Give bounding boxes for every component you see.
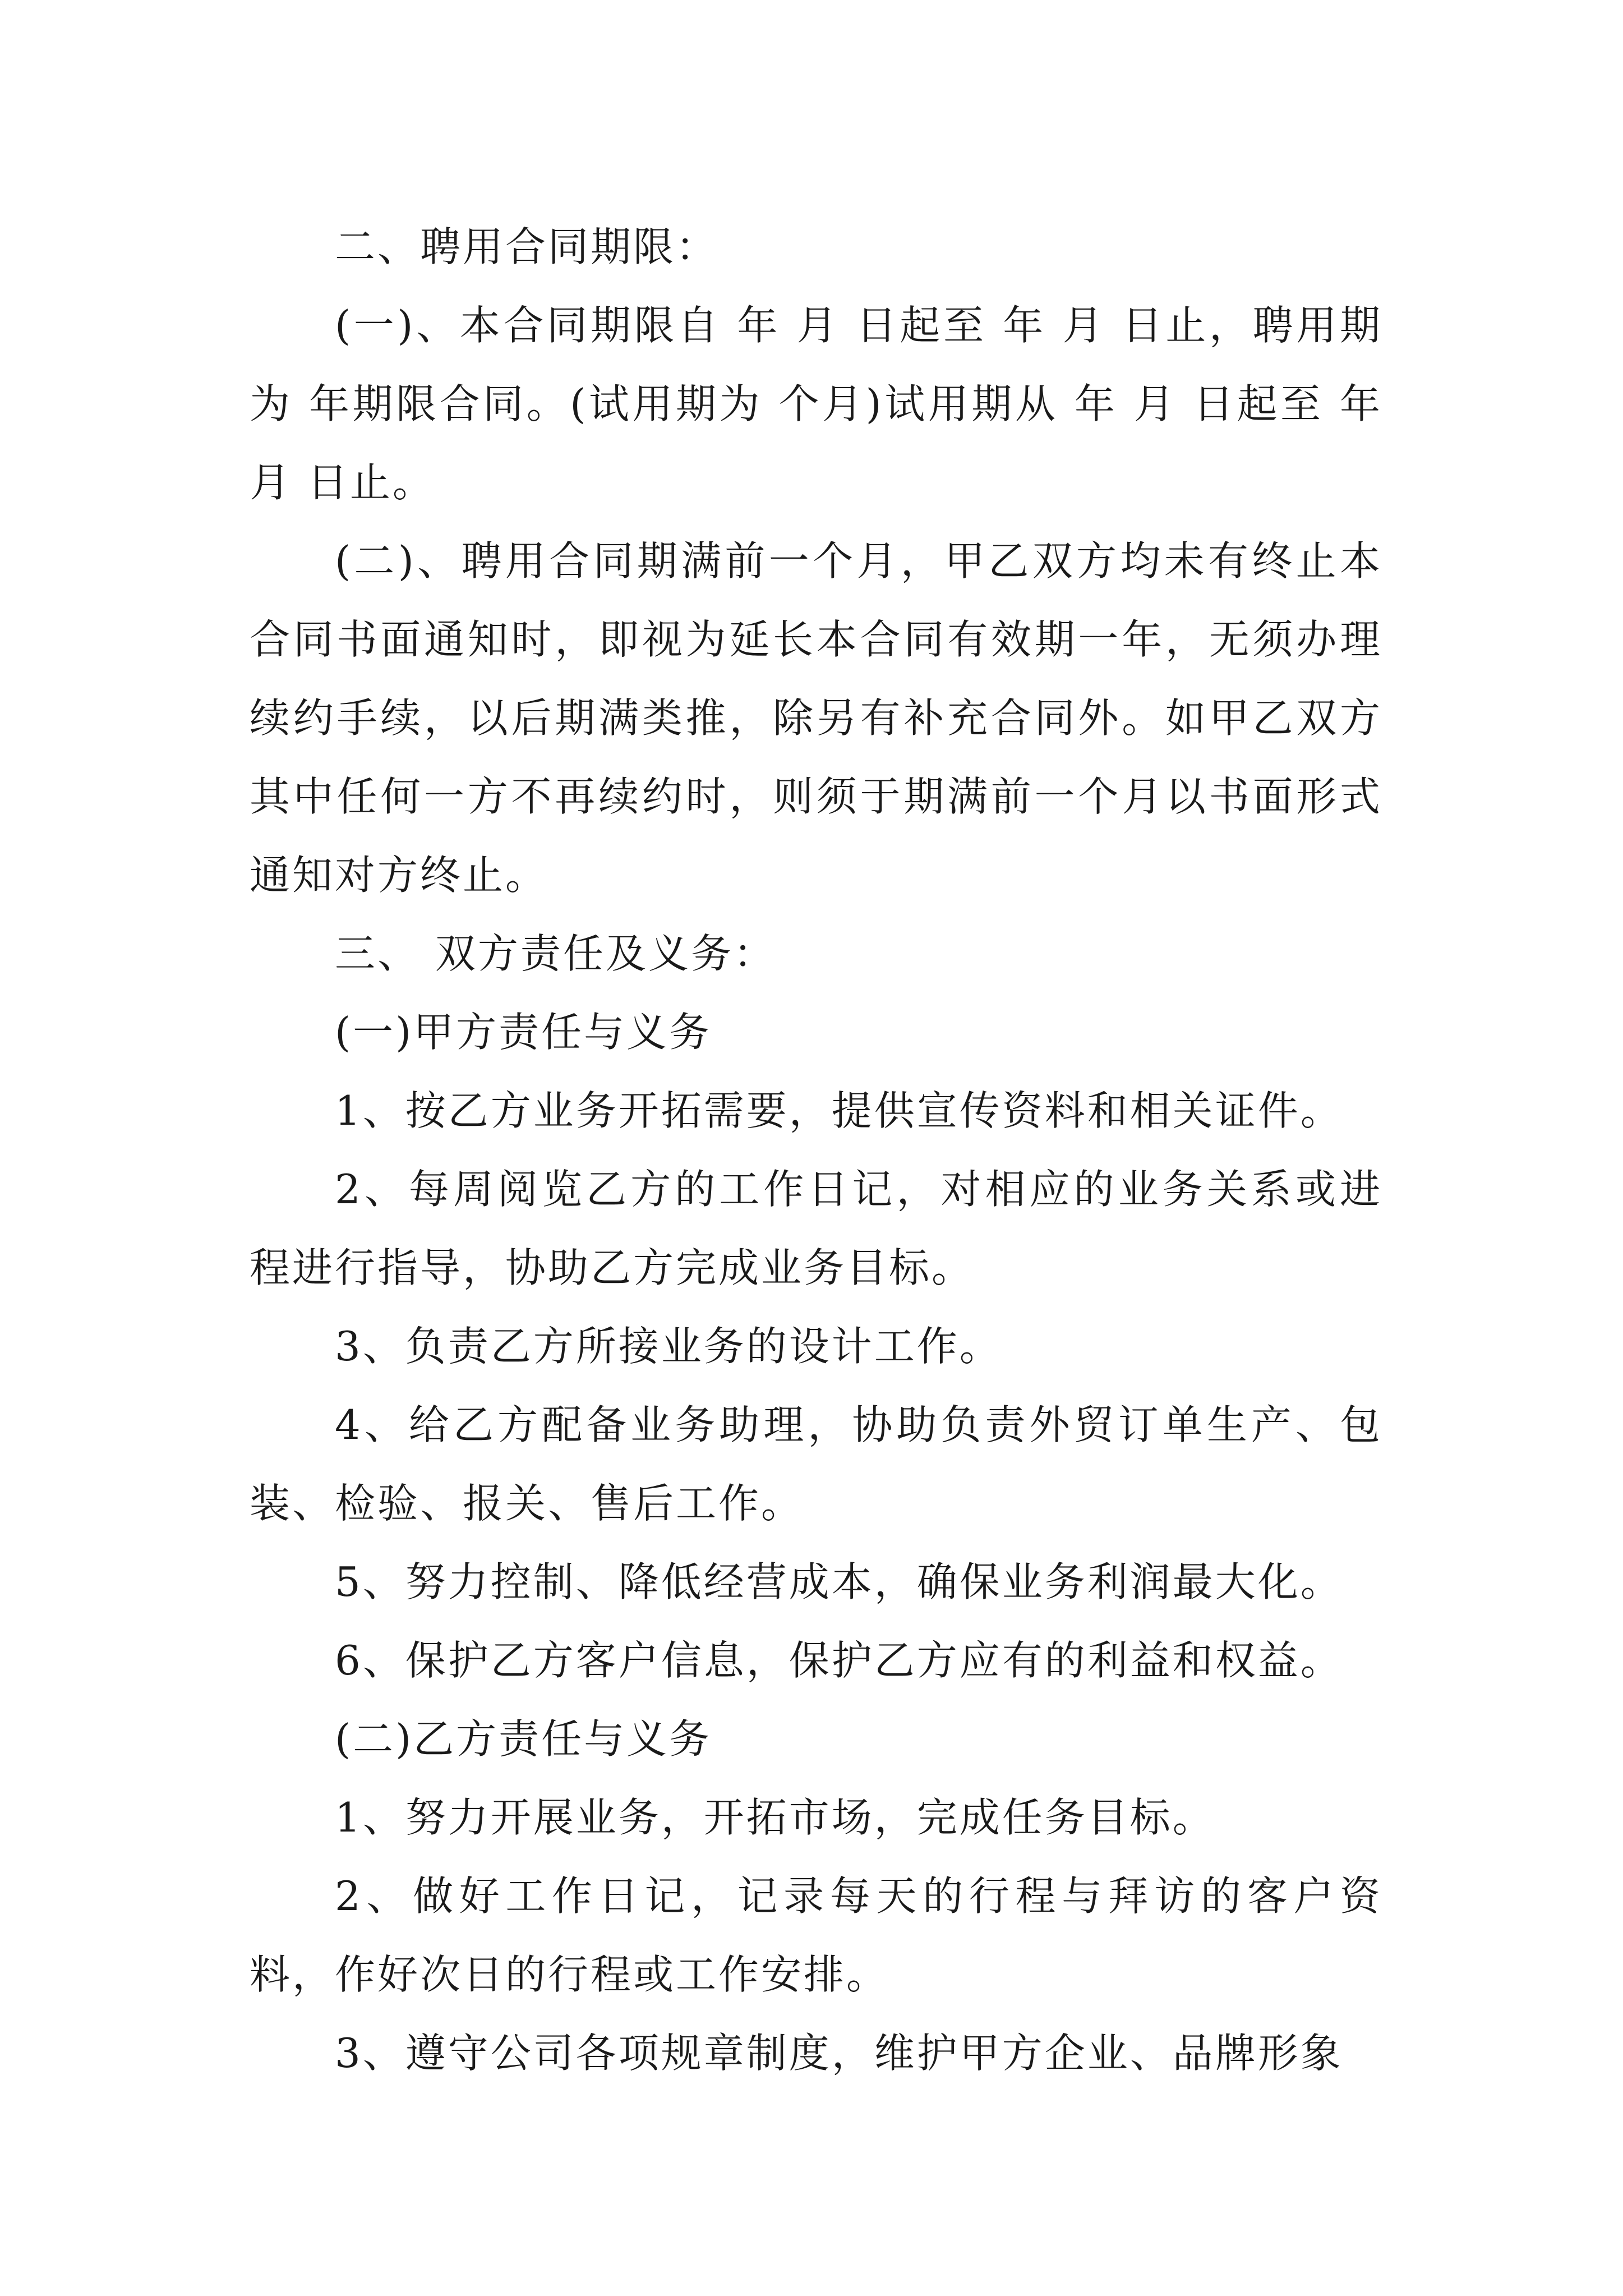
document-body [250, 208, 1382, 2092]
subheading-party-b-duties: (二)乙方责任与义务 [335, 1715, 712, 1763]
paragraph-term-period: (一)、本合同期限自 年 月 日起至 年 月 日止，聘用期为 年期限合同。(试用期为 个月)试用期从 年 月 日起至 年 月 日止。 [250, 302, 1382, 506]
list-item-party-a-4: 4、给乙方配备业务助理，协助负责外贸订单生产、包装、检验、报关、售后工作。 [250, 1401, 1382, 1527]
list-item-party-b-2: 2、做好工作日记，记录每天的行程与拜访的客户资料，作好次日的行程或工作安排。 [250, 1872, 1382, 1998]
list-item-party-a-5: 5、努力控制、降低经营成本，确保业务利润最大化。 [335, 1558, 1343, 1605]
section-heading-contract-term: 二、聘用合同期限： [335, 223, 719, 270]
list-item-party-b-1: 1、努力开展业务，开拓市场，完成任务目标。 [335, 1794, 1215, 1841]
list-item-party-a-1: 1、按乙方业务开拓需要，提供宣传资料和相关证件。 [335, 1087, 1343, 1134]
list-item-party-b-3: 3、遵守公司各项规章制度，维护甲方企业、品牌形象 [335, 2030, 1343, 2077]
paragraph-term-renewal: (二)、聘用合同期满前一个月，甲乙双方均未有终止本合同书面通知时，即视为延长本合同有效期一年，无须办理续约手续，以后期满类推，除另有补充合同外。如甲乙双方其中任何一方不再续约时，则须于期满前一个月以书面形式通知对方终止。 [250, 537, 1382, 899]
list-item-party-a-6: 6、保护乙方客户信息，保护乙方应有的利益和权益。 [335, 1637, 1343, 1684]
subheading-party-a-duties: (一)甲方责任与义务 [335, 1009, 712, 1056]
section-heading-responsibilities: 三、 双方责任及义务： [335, 930, 776, 977]
list-item-party-a-3: 3、负责乙方所接业务的设计工作。 [335, 1323, 1002, 1370]
list-item-party-a-2: 2、每周阅览乙方的工作日记，对相应的业务关系或进程进行指导，协助乙方完成业务目标。 [250, 1166, 1382, 1291]
